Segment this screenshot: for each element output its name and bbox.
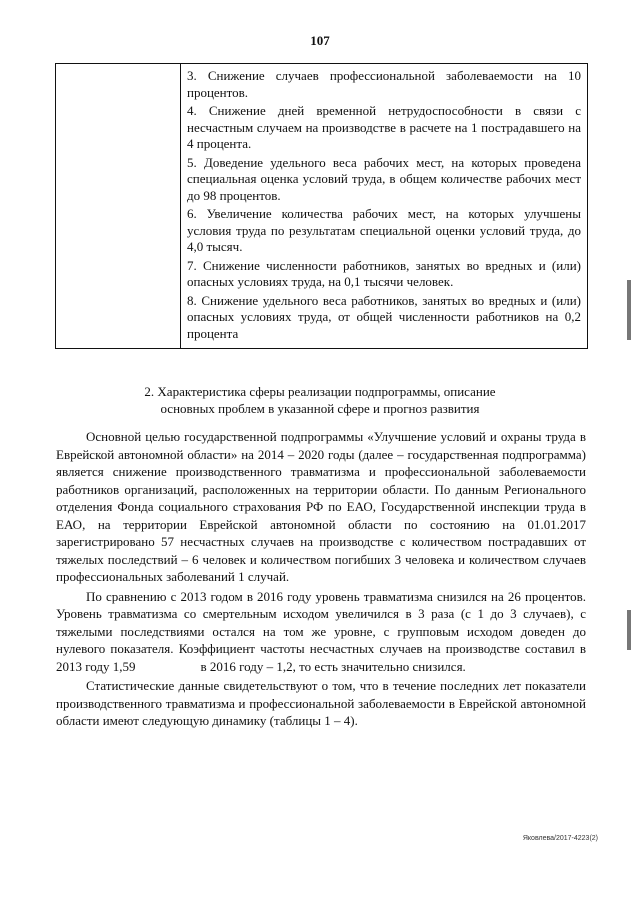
list-item: 4. Снижение дней временной нетрудоспособности в связи с несчастным случаем на производстве в расчете на 1 пострадавшего на 4 процента. bbox=[187, 103, 581, 151]
scan-edge-mark bbox=[627, 610, 631, 650]
list-item: 3. Снижение случаев профессиональной заболеваемости на 10 процентов. bbox=[187, 68, 581, 100]
section-heading-line: основных проблем в указанной сфере и прогноз развития bbox=[160, 401, 480, 416]
table-right-cell bbox=[181, 64, 588, 349]
page-number: 107 bbox=[310, 33, 330, 48]
scan-edge-mark bbox=[627, 280, 631, 340]
paragraph: Статистические данные свидетельствуют о том, что в течение последних лет показатели производственного травматизма и профессиональной заболеваемости в Еврейской автономной области имеют следующую динамику (таблицы 1 – 4). bbox=[56, 678, 586, 728]
list-item: 8. Снижение удельного веса работников, занятых во вредных и (или) опасных условиях труда, от общей численности работников на 0,2 процента bbox=[187, 292, 581, 341]
list-item: 5. Доведение удельного веса рабочих мест, на которых проведена специальная оценка условий труда, в общем количестве рабочих мест до 98 процентов. bbox=[187, 154, 581, 203]
list-item: 7. Снижение численности работников, занятых во вредных и (или) опасных условиях труда, на 0,1 тысячи человек. bbox=[187, 257, 581, 289]
table-left-cell bbox=[56, 64, 181, 349]
list-item: 6. Увеличение количества рабочих мест, на которых улучшены условия труда по результатам специальной оценки условий труда, до 4,0 тысяч. bbox=[187, 206, 581, 254]
table-row bbox=[56, 64, 588, 349]
section-heading bbox=[60, 383, 580, 417]
paragraph: По сравнению с 2013 годом в 2016 году уровень травматизма снизился на 26 процентов. Уровень травматизма со смертельным исходом увеличился в 3 раза (с 1 до 3 случаев), с тяжелыми последствиями остался на том же уровне, с групповым исходом доведен до нулевого показателя. Коэффициент частоты несчастных случаев на производстве составил в 2013 году 1,59 в 2016 году – 1,2, то есть значительно снизился. bbox=[56, 588, 590, 674]
targets-table bbox=[55, 63, 588, 349]
document-footer: Яковлева/2017-4223(2) bbox=[522, 835, 598, 842]
body-text bbox=[56, 428, 590, 732]
paragraph: Основной целью государственной подпрограммы «Улучшение условий и охраны труда в Еврейской автономной области» на 2014 – 2020 годы (далее – государственная подпрограмма) является снижение производственного травматизма и профессиональной заболеваемости работников организаций, расположенных на территории области. По данным Регионального отделения Фонда социального страхования РФ по ЕАО, Государственной инспекции труда в ЕАО, на территории Еврейской автономной области по состоянию на 01.01.2017 зарегистрировано 57 несчастных случаев на производстве с количеством пострадавших от тяжелых последствий – 6 человек и количеством погибших 3 человека и количеством случаев профессиональных заболеваний 1 случай. bbox=[56, 429, 586, 584]
section-heading-line: 2. Характеристика сферы реализации подпрограммы, описание bbox=[144, 384, 496, 399]
